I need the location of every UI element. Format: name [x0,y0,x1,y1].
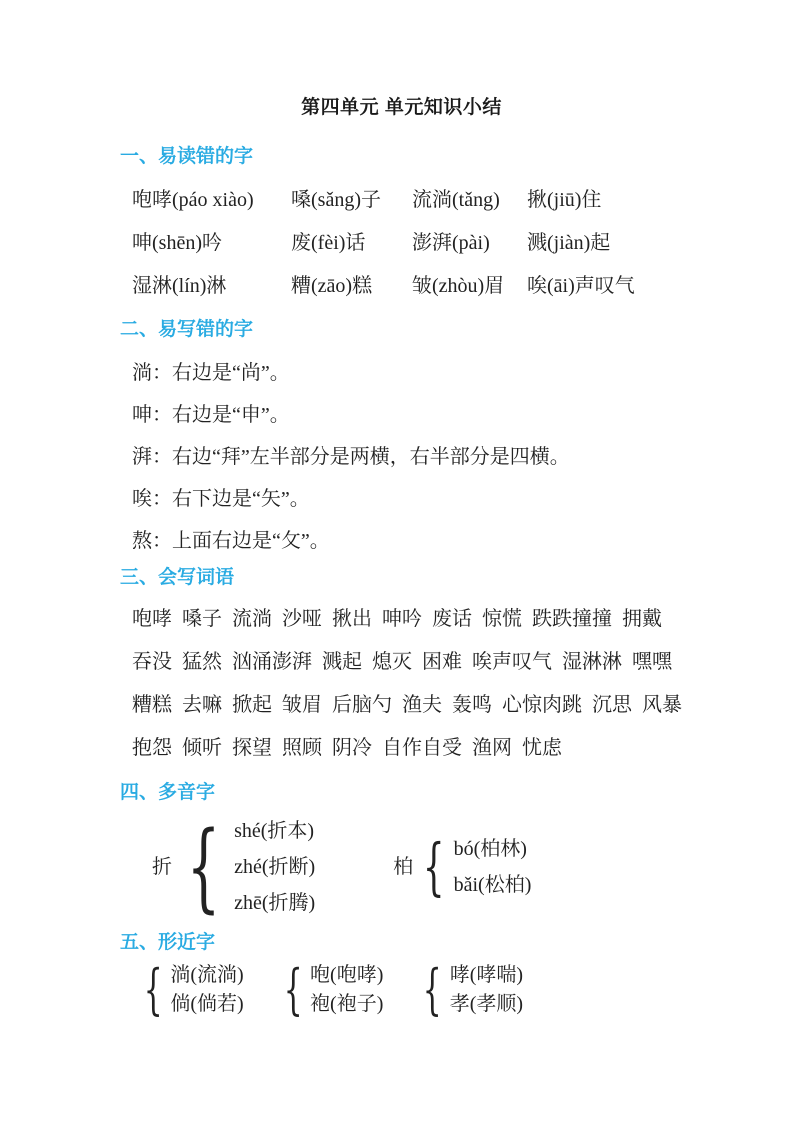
pronunciation-list [234,813,315,921]
left-brace-icon: { [423,958,443,1021]
section-heading-miswrite: 二、易写错的字 [120,319,254,340]
word-entry: 咆哮(páo xiào) [132,189,254,211]
similar-char-entry: 袍(袍子) [310,993,384,1015]
note-line: 淌：右边是“尚”。 [132,362,290,384]
section-heading-words: 三、会写词语 [120,567,235,588]
similar-char-entry: 倘(倘若) [170,993,244,1015]
word-line: 吞没 猛然 汹涌澎湃 溅起 熄灭 困难 唉声叹气 湿淋淋 嘿嘿 [132,651,672,673]
left-brace-icon: { [423,830,445,903]
similar-chars-list [170,961,243,1019]
word-entry: 嗓(sǎng)子 [291,189,381,211]
page-title: 第四单元 单元知识小结 [301,97,502,118]
left-brace-icon: { [283,958,303,1021]
note-line: 呻：右边是“申”。 [132,404,290,426]
note-line: 湃：右边“拜”左半部分是两横，右半部分是四横。 [132,446,570,468]
similar-char-entry: 哮(哮喘) [449,964,524,986]
miswrite-notes [120,362,683,553]
word-line: 抱怨 倾听 探望 照顾 阴冷 自作自受 渔网 忧虑 [132,737,562,759]
word-entry: 澎湃(pài) [412,232,490,254]
similar-chars-list [310,961,383,1019]
note-line: 唉：右下边是“矢”。 [132,488,310,510]
pronunciation-entry: zhé(折断) [234,856,316,878]
similar-chars-group [415,958,524,1021]
polyphone-group-zhe [152,813,315,921]
similar-chars-group [276,958,384,1021]
section-heading-polyphone: 四、多音字 [120,782,216,803]
misread-words-table [120,189,683,297]
polyphone-group-bai [393,831,531,903]
note-line: 熬：上面右边是“攵”。 [132,530,330,552]
polyphone-section [152,813,683,921]
left-brace-icon: { [186,811,221,923]
word-line: 咆哮 嗓子 流淌 沙哑 揪出 呻吟 废话 惊慌 跌跌撞撞 拥戴 [132,608,662,630]
pronunciation-entry: shé(折本) [234,820,315,842]
word-entry: 揪(jiū)住 [527,189,602,211]
similar-char-entry: 孝(孝顺) [449,993,524,1015]
similar-char-entry: 淌(流淌) [170,964,244,986]
table-row [132,232,683,254]
left-brace-icon: { [143,958,163,1021]
table-row [132,275,683,297]
word-entry: 呻(shēn)吟 [132,232,222,254]
word-entry: 流淌(tǎng) [412,189,500,211]
section-heading-similar: 五、形近字 [120,932,216,953]
word-line: 糟糕 去嘛 掀起 皱眉 后脑勺 渔夫 轰鸣 心惊肉跳 沉思 风暴 [132,694,682,716]
word-entry: 皱(zhòu)眉 [412,275,505,297]
word-entry: 湿淋(lín)淋 [132,275,227,297]
similar-char-entry: 咆(咆哮) [310,964,384,986]
word-entry: 糟(zāo)糕 [291,275,373,297]
pronunciation-entry: bǎi(松柏) [453,874,532,896]
word-list [120,608,683,759]
polyphone-char: 折 [152,856,172,878]
similar-chars-group [136,958,244,1021]
similar-chars-section [136,958,683,1021]
word-entry: 唉(āi)声叹气 [527,275,635,297]
pronunciation-entry: bó(柏林) [453,838,527,860]
word-entry: 废(fèi)话 [291,232,366,254]
similar-chars-list [450,961,523,1019]
pronunciation-entry: zhē(折腾) [234,892,316,914]
table-row [132,189,683,211]
pronunciation-list [454,831,532,903]
word-entry: 溅(jiàn)起 [527,232,611,254]
polyphone-char: 柏 [393,856,414,878]
section-heading-misread: 一、易读错的字 [120,146,254,167]
